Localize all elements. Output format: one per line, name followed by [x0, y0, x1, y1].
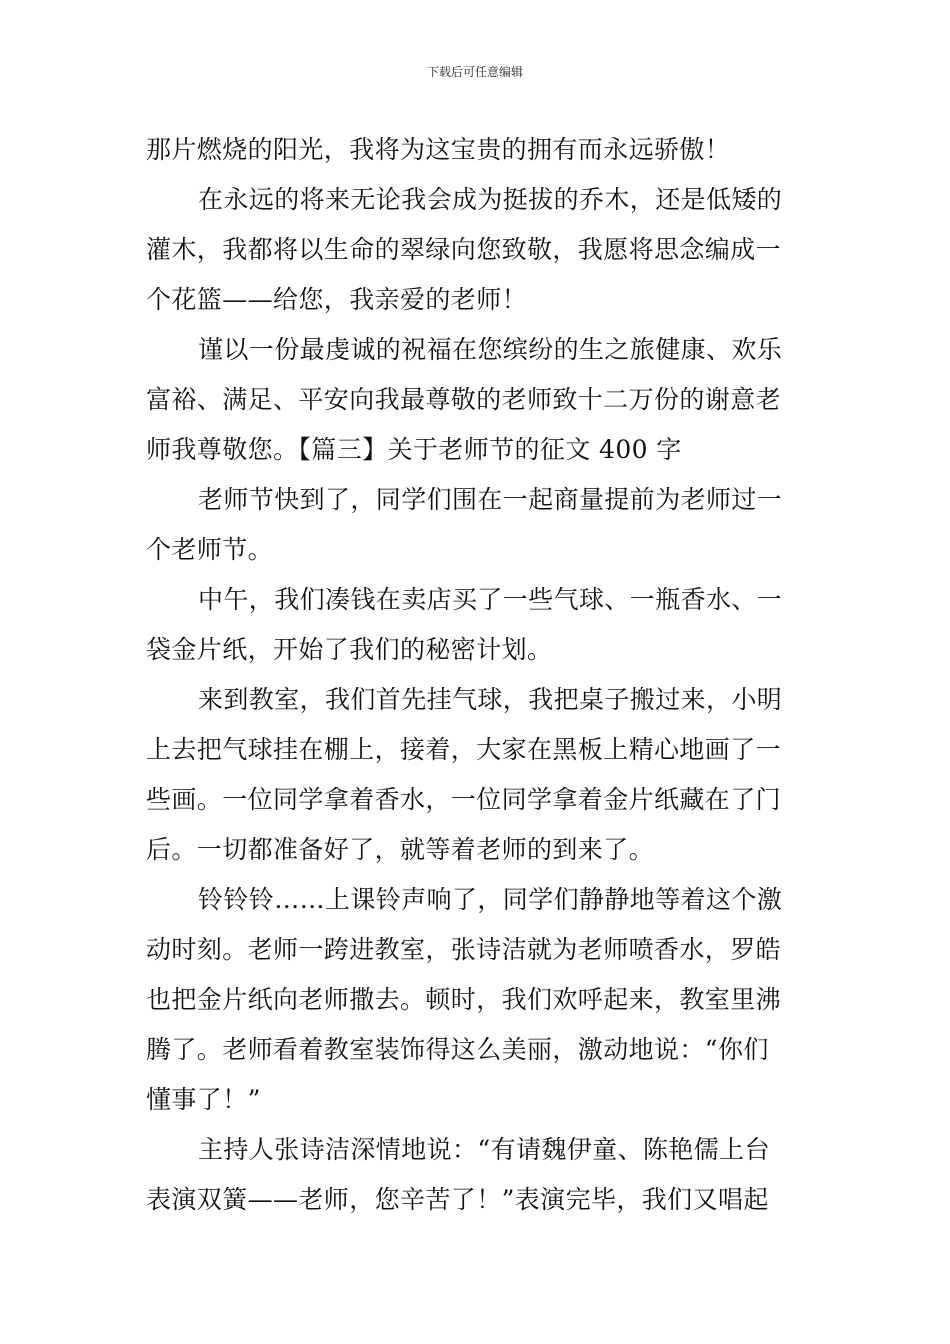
text-line: 灌木，我都将以生命的翠绿向您致敬，我愿将思念编成一: [146, 235, 782, 264]
text-line: 上去把气球挂在棚上，接着，大家在黑板上精心地画了一: [146, 735, 782, 764]
text-line: 富裕、满足、平安向我最尊敬的老师致十二万份的谢意老: [146, 385, 782, 414]
article-body: [146, 125, 808, 1225]
text-line: 那片燃烧的阳光，我将为这宝贵的拥有而永远骄傲！: [146, 135, 731, 164]
text-line: 表演双簧——老师，您辛苦了！”表演完毕，我们又唱起: [146, 1185, 769, 1214]
text-line: 后。一切都准备好了，就等着老师的到来了。: [146, 835, 655, 864]
text-line: 来到教室，我们首先挂气球，我把桌子搬过来，小明: [198, 685, 783, 714]
text-line: 袋金片纸，开始了我们的秘密计划。: [146, 635, 553, 664]
text-line: 中午，我们凑钱在卖店买了一些气球、一瓶香水、一: [198, 585, 783, 614]
text-line: 懂事了！”: [146, 1085, 261, 1114]
page-header: 下载后可任意编辑: [426, 65, 523, 79]
text-line: 铃铃铃……上课铃声响了，同学们静静地等着这个激: [198, 885, 783, 914]
text-line: 动时刻。老师一跨进教室，张诗洁就为老师喷香水，罗皓: [146, 935, 782, 964]
text-line: 主持人张诗洁深情地说：“有请魏伊童、陈艳儒上台: [198, 1135, 770, 1164]
text-line: 在永远的将来无论我会成为挺拔的乔木，还是低矮的: [198, 185, 783, 214]
text-line: 谨以一份最虔诚的祝福在您缤纷的生之旅健康、欢乐: [198, 335, 783, 364]
text-line: 腾了。老师看着教室装饰得这么美丽，激动地说：“你们: [146, 1035, 769, 1064]
text-line: 些画。一位同学拿着香水，一位同学拿着金片纸藏在了门: [146, 785, 782, 814]
text-line: 个花篮——给您，我亲爱的老师！: [146, 285, 528, 314]
text-line: 师我尊敬您。【篇三】关于老师节的征文 400 字: [146, 435, 682, 464]
text-line: 老师节快到了，同学们围在一起商量提前为老师过一: [198, 485, 783, 514]
text-line: 也把金片纸向老师撒去。顿时，我们欢呼起来，教室里沸: [146, 985, 782, 1014]
text-line: 个老师节。: [146, 535, 274, 564]
